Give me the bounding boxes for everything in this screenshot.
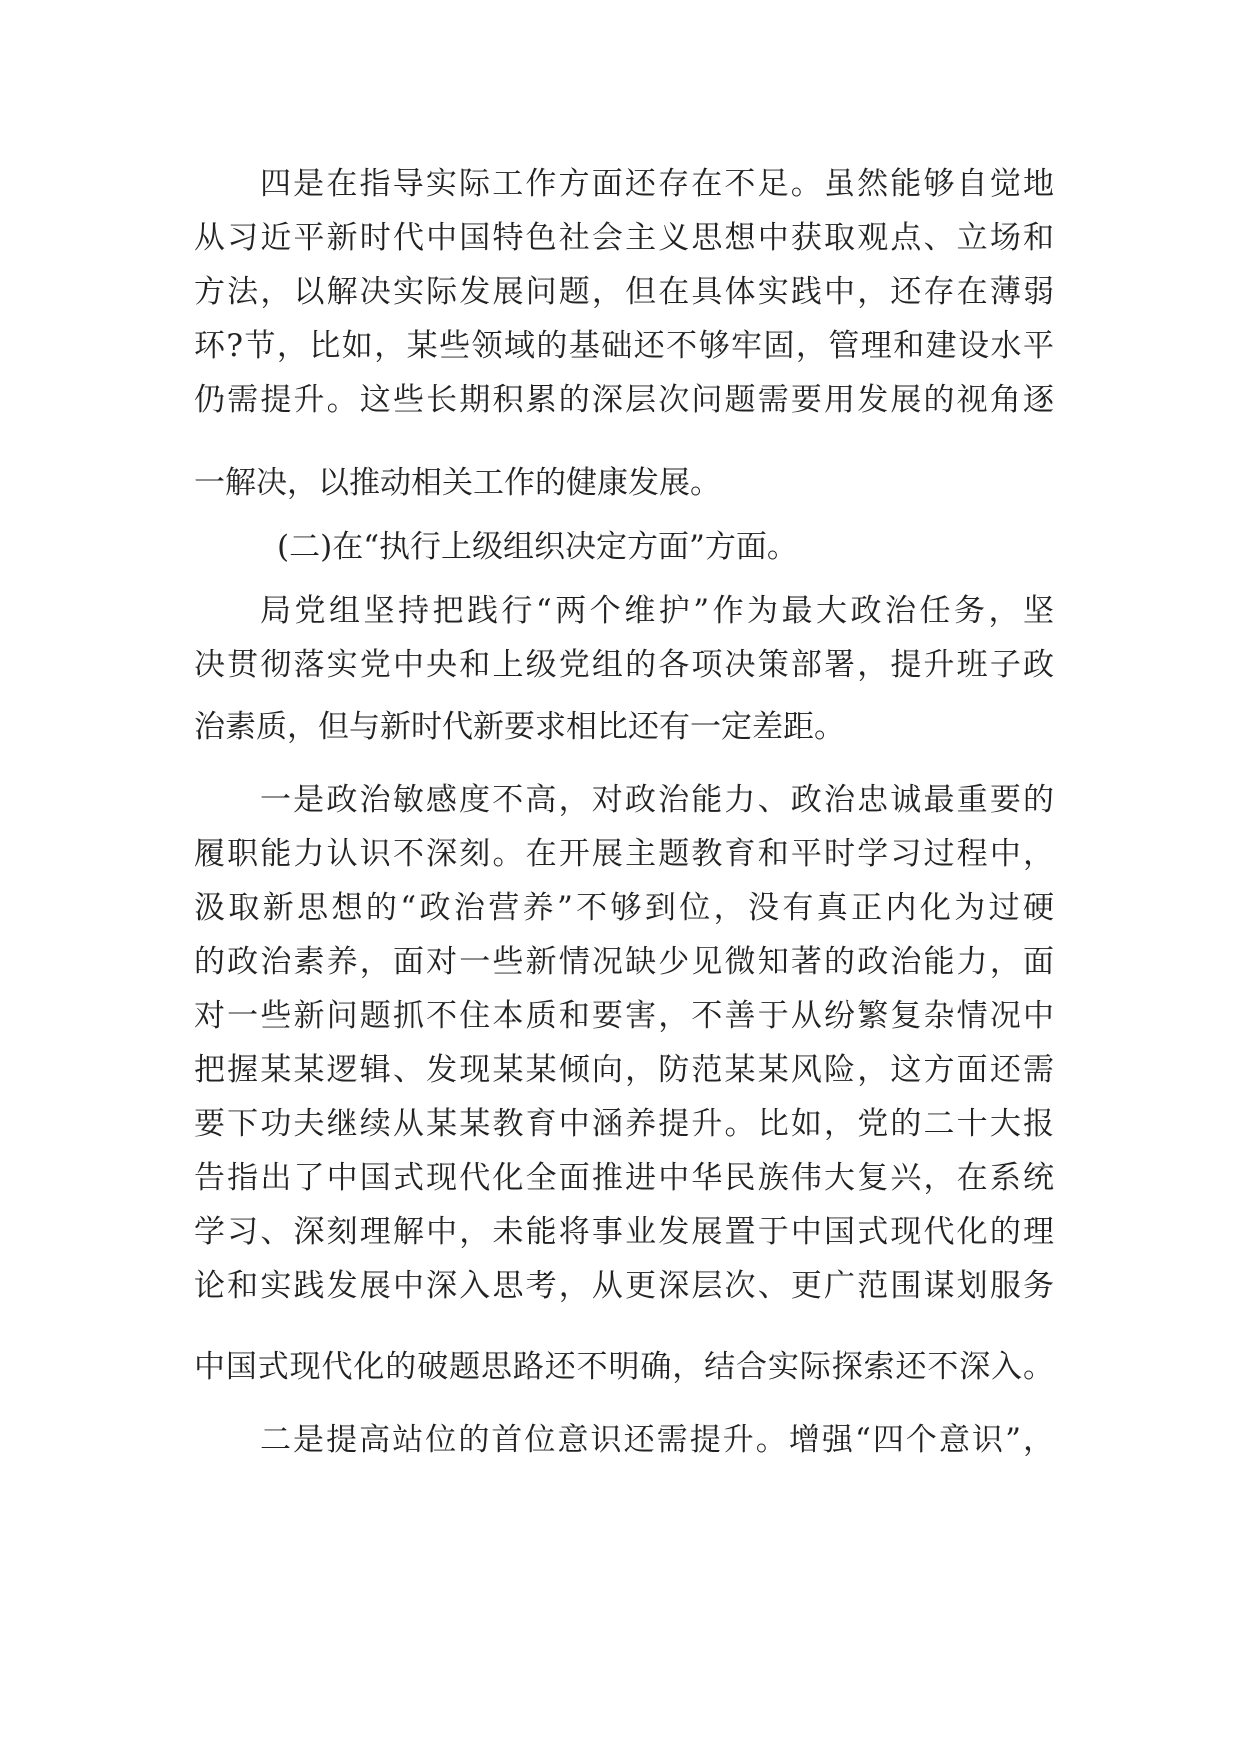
paragraph-line: 仍需提升。这些长期积累的深层次问题需要用发展的视角逐 (194, 382, 1054, 418)
paragraph-line: 对一些新问题抓不住本质和要害，不善于从纷繁复杂情况中 (194, 998, 1054, 1034)
paragraph-line: 告指出了中国式现代化全面推进中华民族伟大复兴，在系统 (194, 1160, 1054, 1196)
paragraph-line: 方法，以解决实际发展问题，但在具体实践中，还存在薄弱 (194, 274, 1054, 310)
paragraph-line: 决贯彻落实党中央和上级党组的各项决策部署，提升班子政 (194, 647, 1054, 683)
paragraph-line: 环?节，比如，某些领域的基础还不够牢固，管理和建设水平 (194, 328, 1054, 364)
section-heading: (二)在“执行上级组织决定方面”方面。 (277, 529, 798, 565)
paragraph-line: 要下功夫继续从某某教育中涵养提升。比如，党的二十大报 (194, 1106, 1054, 1142)
paragraph-line: 治素质，但与新时代新要求相比还有一定差距。 (194, 709, 845, 745)
paragraph-line: 的政治素养，面对一些新情况缺少见微知著的政治能力，面 (194, 944, 1054, 980)
paragraph-line: 把握某某逻辑、发现某某倾向，防范某某风险，这方面还需 (194, 1052, 1054, 1088)
paragraph-line: 从习近平新时代中国特色社会主义思想中获取观点、立场和 (194, 220, 1054, 256)
paragraph-line: 二是提高站位的首位意识还需提升。增强“四个意识”， (260, 1422, 1054, 1458)
paragraph-line: 汲取新思想的“政治营养”不够到位，没有真正内化为过硬 (194, 890, 1054, 926)
paragraph-line: 中国式现代化的破题思路还不明确，结合实际探索还不深入。 (194, 1349, 1054, 1385)
paragraph-line: 四是在指导实际工作方面还存在不足。虽然能够自觉地 (260, 166, 1054, 202)
paragraph-line: 学习、深刻理解中，未能将事业发展置于中国式现代化的理 (194, 1214, 1054, 1250)
paragraph-line: 局党组坚持把践行“两个维护”作为最大政治任务，坚 (260, 593, 1054, 629)
paragraph-line: 论和实践发展中深入思考，从更深层次、更广范围谋划服务 (194, 1268, 1054, 1304)
paragraph-line: 一是政治敏感度不高，对政治能力、政治忠诚最重要的 (260, 782, 1054, 818)
paragraph-line: 一解决，以推动相关工作的健康发展。 (194, 465, 721, 501)
paragraph-line: 履职能力认识不深刻。在开展主题教育和平时学习过程中， (194, 836, 1054, 872)
